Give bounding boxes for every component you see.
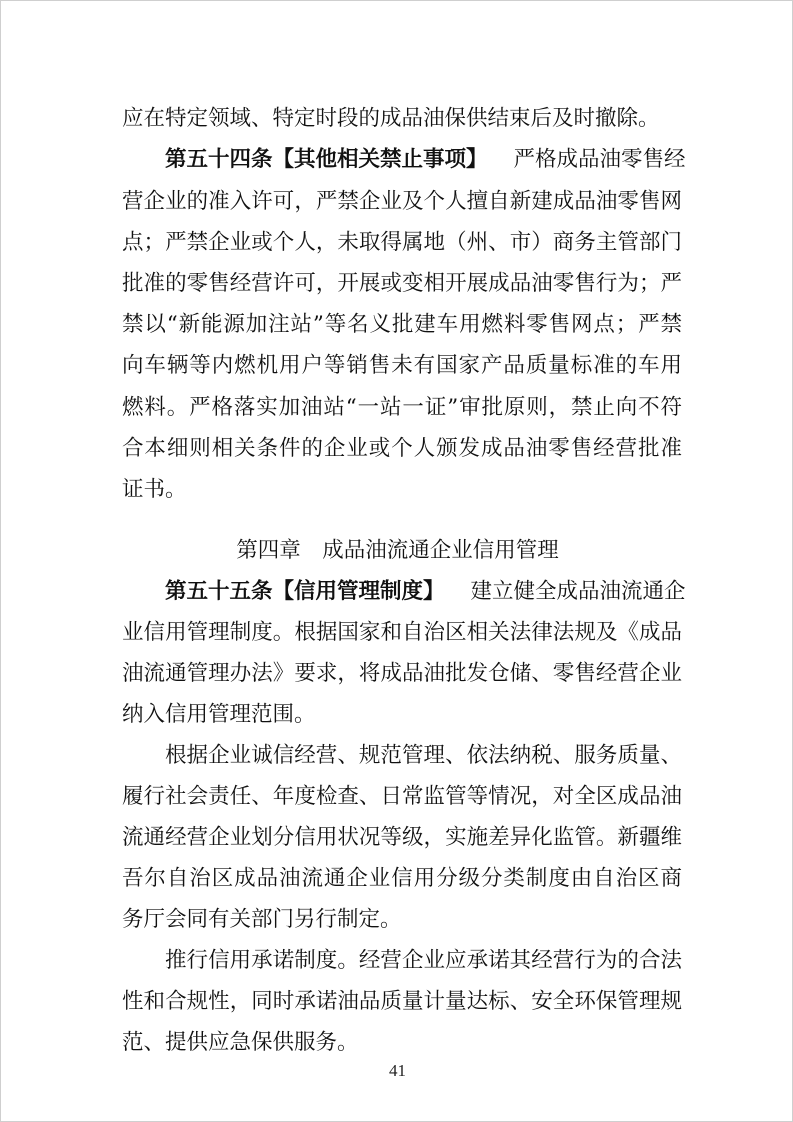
credit-paragraph-line: 根据企业诚信经营、规范管理、依法纳税、服务质量、 [165, 743, 682, 768]
article-54-first-line [165, 145, 686, 175]
promise-paragraph-line: 范、提供应急保供服务。 [122, 1030, 359, 1055]
article-55-line: 业信用管理制度。根据国家和自治区相关法律法规及《成品 [122, 620, 682, 645]
article-55-line: 油流通管理办法》要求，将成品油批发仓储、零售经营企业 [122, 661, 682, 686]
article-54-line: 燃料。严格落实加油站“一站一证”审批原则，禁止向不符 [122, 395, 682, 420]
article-54-line: 证书。 [122, 477, 187, 502]
article-54-label: 第五十四条【其他相关禁止事项】 [165, 147, 488, 172]
article-54-line: 禁以“新能源加注站”等名义批建车用燃料零售网点；严禁 [122, 312, 682, 337]
credit-paragraph-line: 流通经营企业划分信用状况等级，实施差异化监管。新疆维 [122, 825, 682, 850]
promise-paragraph-line: 性和合规性，同时承诺油品质量计量达标、安全环保管理规 [122, 989, 682, 1014]
credit-paragraph-line: 履行社会责任、年度检查、日常监管等情况，对全区成品油 [122, 784, 682, 809]
article-54-line: 向车辆等内燃机用户等销售未有国家产品质量标准的车用 [122, 353, 682, 378]
article-54-line: 点；严禁企业或个人，未取得属地（州、市）商务主管部门 [122, 230, 682, 255]
paragraph-line: 应在特定领域、特定时段的成品油保供结束后及时撤除。 [122, 106, 660, 131]
article-54-line: 营企业的准入许可，严禁企业及个人擅自新建成品油零售网 [122, 189, 682, 214]
promise-paragraph-line: 推行信用承诺制度。经营企业应承诺其经营行为的合法 [165, 948, 682, 973]
article-55-first-line [165, 577, 686, 607]
chapter-heading: 第四章 成品油流通企业信用管理 [236, 538, 559, 563]
page-number: 41 [389, 1061, 406, 1080]
article-54-text: 严格成品油零售经 [513, 147, 686, 172]
article-54-line: 合本细则相关条件的企业或个人颁发成品油零售经营批准 [122, 436, 682, 461]
article-55-label: 第五十五条【信用管理制度】 [165, 579, 445, 604]
article-54-line: 批准的零售经营许可，开展或变相开展成品油零售行为；严 [122, 271, 682, 296]
credit-paragraph-line: 务厅会同有关部门另行制定。 [122, 907, 402, 932]
article-55-text: 建立健全成品油流通企 [470, 579, 686, 604]
credit-paragraph-line: 吾尔自治区成品油流通企业信用分级分类制度由自治区商 [122, 866, 682, 891]
article-55-line: 纳入信用管理范围。 [122, 702, 316, 727]
